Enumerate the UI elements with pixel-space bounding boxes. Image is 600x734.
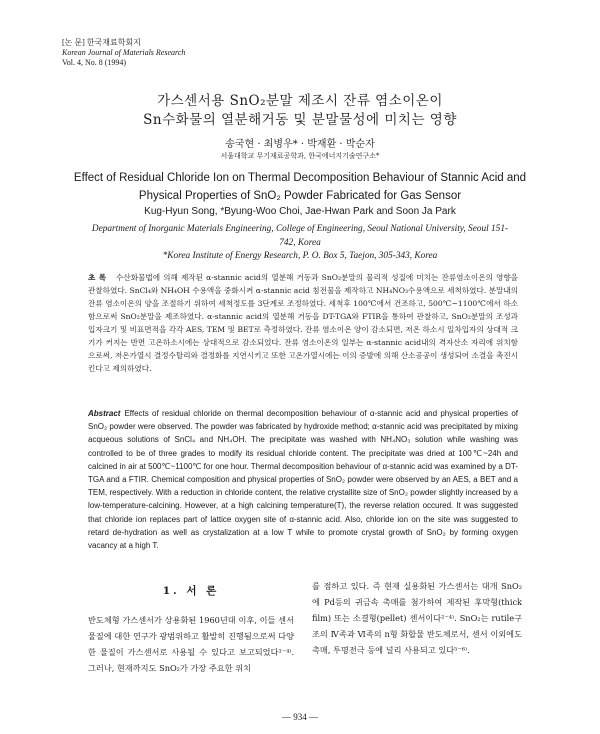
- authors-ko: 송국현 · 최병우* · 박재환 · 박순자: [225, 139, 375, 150]
- title-en-line1: Effect of Residual Chloride Ion on Thermal Decomposition Behaviour of Stannic Acid and: [73, 172, 527, 184]
- journal-volume: Vol. 4, No. 8 (1994): [62, 58, 127, 67]
- title-ko-line1: 가스센서용 SnO₂분말 제조시 잔류 염소이온이: [157, 93, 443, 109]
- authors-en: Kug-Hyun Song, *Byung-Woo Choi, Jae-Hwan Park and Soon Ja Park: [144, 206, 456, 217]
- abstract-en-text: Effects of residual chloride on thermal decomposition behaviour of α-stannic acid and physical properties of SnO₂ powder were observed. The powder was fabricated by hydroxide method; α-stannic acid was precipitated by mixing acqueous solutions of SnCl₄ and NH₄OH. The precipitate was washed with NH₄NO₃ solution while washing was controlled to be of three grades to modify its residual chloride content. The precipitate was dried at 100℃~24h and calcined in air at 500℃~1100℃ for one hour. Thermal decomposition behaviour of α-stannic acid was examined by a DT-TGA and a FTIR. Chemical composition and physical properties of SnO₂ powder were observed by an AES, a BET and a TEM, respectively. With a reduction in chloride content, the relative crystallite size of SnO₂ powder slightly increased by a low-temperature-calcining. However, at a high calcining temperature(T), the reverse relation occured. It was suggested that chloride ion replaces part of lattice oxygen site of α-stannic acid. Also, chloride ion on the site was suggested to retard de-hydration as well as crystalization at a low T while to promote crystal growth of SnO₂ by forming oxygen vacancy at a high T.: [88, 409, 518, 551]
- abstract-en-label: Abstract: [88, 409, 121, 418]
- section-heading: 1. 서 론: [162, 585, 220, 597]
- title-en-line2: Physical Properties of SnO₂ Powder Fabricated for Gas Sensor: [138, 190, 462, 202]
- affiliation-ko: 서울대학교 무기재료공학과, 한국에너지기술연구소*: [220, 152, 380, 160]
- journal-name-ko: [논 문] 한국재료학회지: [62, 38, 141, 47]
- body-column-right: [312, 578, 522, 658]
- abstract-en: [88, 407, 518, 552]
- journal-header: [62, 38, 185, 68]
- journal-name-en: Korean Journal of Materials Research: [62, 48, 186, 57]
- abstract-ko-label: 초 록: [88, 273, 107, 282]
- abstract-ko-text: 수산화물법에 의해 제작된 α-stannic acid의 열분해 거동과 SnO₂분말의 물리적 성질에 미치는 잔류염소이온의 영향을 관찰하였다. SnCl₄와 NH₄OH 수용액을 중화시켜 α-stannic acid 침전물을 제작하고 NH₄NO₃수용액으로 세척하였다. 분말내의 잔류 염소이온의 양을 조절하기 위하여 세척정도를 3단계로 조정하였다. 세척후 100℃에서 건조하고, 500℃~1100℃에서 하소함으로써 SnO₂분말을 제조하였다. α-stannic acid의 열분해 거동을 DT-TGA와 FTIR을 통하여 관찰하고, SnO₂분말의 조성과 입자크기 및 비표면적을 각각 AES, TEM 및 BET로 측정하였다. 잔류 염소이온 양이 감소되면, 저온 하소시 일차입자의 상대적 크기가 커지는 반면 고온하소시에는 상대적으로 감소되었다. 잔류 염소이온의 일부는 α-stannic acid내의 격자산소 자리에 위치함으로써, 저온가열시 결정수탈리와 결정화를 지연시키고 또한 고온가열시에는 이의 증발에 의해 산소공공이 생성되어 소결을 촉진시킨다고 제의하였다.: [88, 273, 518, 373]
- affiliation-en-line1: Department of Inorganic Materials Engineering, College of Engineering, Seoul National University, Seoul 151-: [91, 224, 509, 234]
- body-column-left: [88, 583, 294, 676]
- affiliation-en-line3: *Korea Institute of Energy Research, P. O. Box 5, Taejon, 305-343, Korea: [162, 251, 438, 261]
- affiliation-en-line2: 742, Korea: [279, 238, 321, 248]
- page-number: — 934 —: [282, 712, 318, 722]
- affiliation-en: [70, 222, 530, 250]
- body-text-left: 반도체형 가스센서가 상용화된 1960년대 이후, 이들 센서 물질에 대한 연구가 광범위하고 활발히 진행됨으로써 다양한 물질이 가스센서로 사용될 수 있다고 보고되었다¹⁻⁴⁾. 그러나, 현재까지도 SnO₂가 가장 주요한 위치: [88, 615, 294, 673]
- title-en: [60, 169, 540, 205]
- abstract-ko: [88, 271, 518, 375]
- body-text-right: 를 점하고 있다. 즉 현재 실용화된 가스센서는 대개 SnO₂에 Pd등의 귀금속 촉매를 첨가하여 제작된 후막형(thick film) 또는 소결형(pellet) 센서이다²⁻⁴⁾. SnO₂는 rutile구조의 Ⅳ족과 Ⅵ족의 n형 화합물 반도체로서, 센서 이외에도 촉매, 투명전극 등에 널리 사용되고 있다⁵⁻⁶⁾.: [312, 581, 522, 655]
- title-ko-line2: Sn수화물의 열분해거동 및 분말물성에 미치는 영향: [143, 112, 457, 128]
